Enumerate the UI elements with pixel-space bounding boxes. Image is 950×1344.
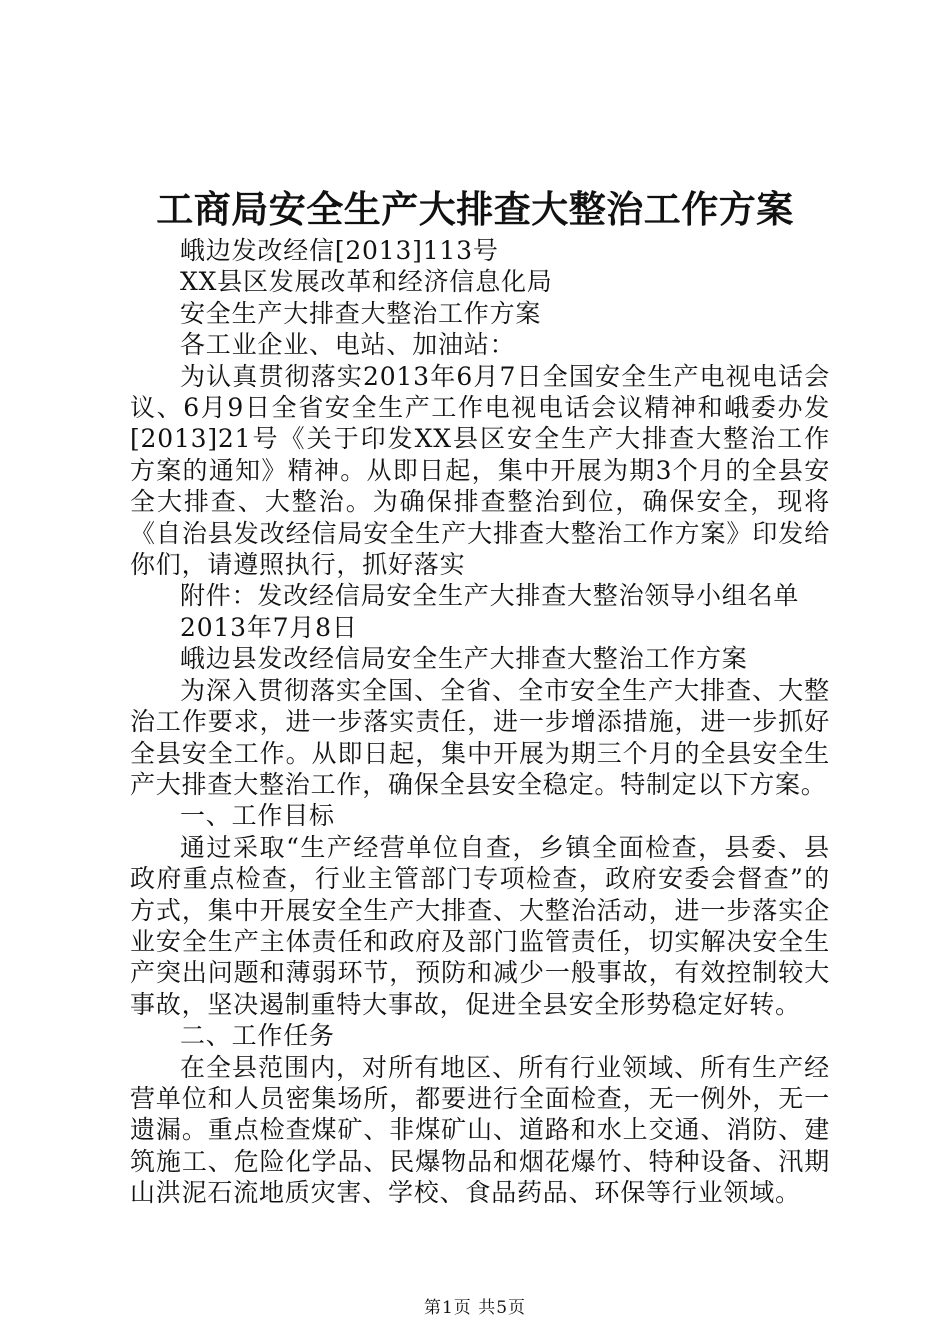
document-number: 峨边发改经信[2013]113号 — [180, 236, 499, 265]
body-paragraph: 在全县范围内，对所有地区、所有行业领域、所有生产经营单位和人员密集场所，都要进行全面检查，无一例外，无一遗漏。重点检查煤矿、非煤矿山、道路和水上交通、消防、建筑施工、危险化学品、民爆物品和烟花爆竹、特种设备、汛期山洪泥石流地质灾害、学校、食品药品、环保等行业领域。 — [130, 1052, 830, 1208]
attachment-line: 附件：发改经信局安全生产大排查大整治领导小组名单 — [180, 581, 800, 611]
body-paragraph: 通过采取“生产经营单位自查，乡镇全面检查，县委、县政府重点检查，行业主管部门专项检查，政府安委会督查”的方式，集中开展安全生产大排查、大整治活动，进一步落实企业安全生产主体责任和政府及部门监管责任，切实解决安全生产突出问题和薄弱环节，预防和减少一般事故，有效控制较大事故，坚决遏制重特大事故，促进全县安全形势稳定好转。 — [130, 832, 830, 1019]
issuing-agency: XX县区发展改革和经济信息化局 — [180, 267, 553, 297]
notice-subject: 安全生产大排查大整治工作方案 — [180, 298, 542, 328]
section-heading: 二、工作任务 — [180, 1021, 335, 1051]
issue-date: 2013年7月8日 — [180, 612, 358, 642]
body-paragraph: 为认真贯彻落实2013年6月7日全国安全生产电视电话会议、6月9日全省安全生产工作电视电话会议精神和峨委办发[2013]21号《关于印发XX县区安全生产大排查大整治工作方案的通知》精神。从即日起，集中开展为期3个月的全县安全大排查、大整治。为确保排查整治到位，确保安全，现将《自治县发改经信局安全生产大排查大整治工作方案》印发给你们，请遵照执行，抓好落实 — [130, 361, 830, 580]
document-body — [130, 235, 830, 1209]
page-number: 第1页 共5页 — [423, 1298, 527, 1318]
recipients: 各工业企业、电站、加油站： — [180, 330, 516, 360]
section-heading: 一、工作目标 — [180, 801, 335, 831]
plan-title: 峨边县发改经信局安全生产大排查大整治工作方案 — [180, 644, 748, 674]
document-title: 工商局安全生产大排查大整治工作方案 — [156, 187, 794, 231]
body-paragraph: 为深入贯彻落实全国、全省、全市安全生产大排查、大整治工作要求，进一步落实责任，进一步增添措施，进一步抓好全县安全工作。从即日起，集中开展为期三个月的全县安全生产大排查大整治工作，确保全县安全稳定。特制定以下方案。 — [130, 675, 830, 799]
